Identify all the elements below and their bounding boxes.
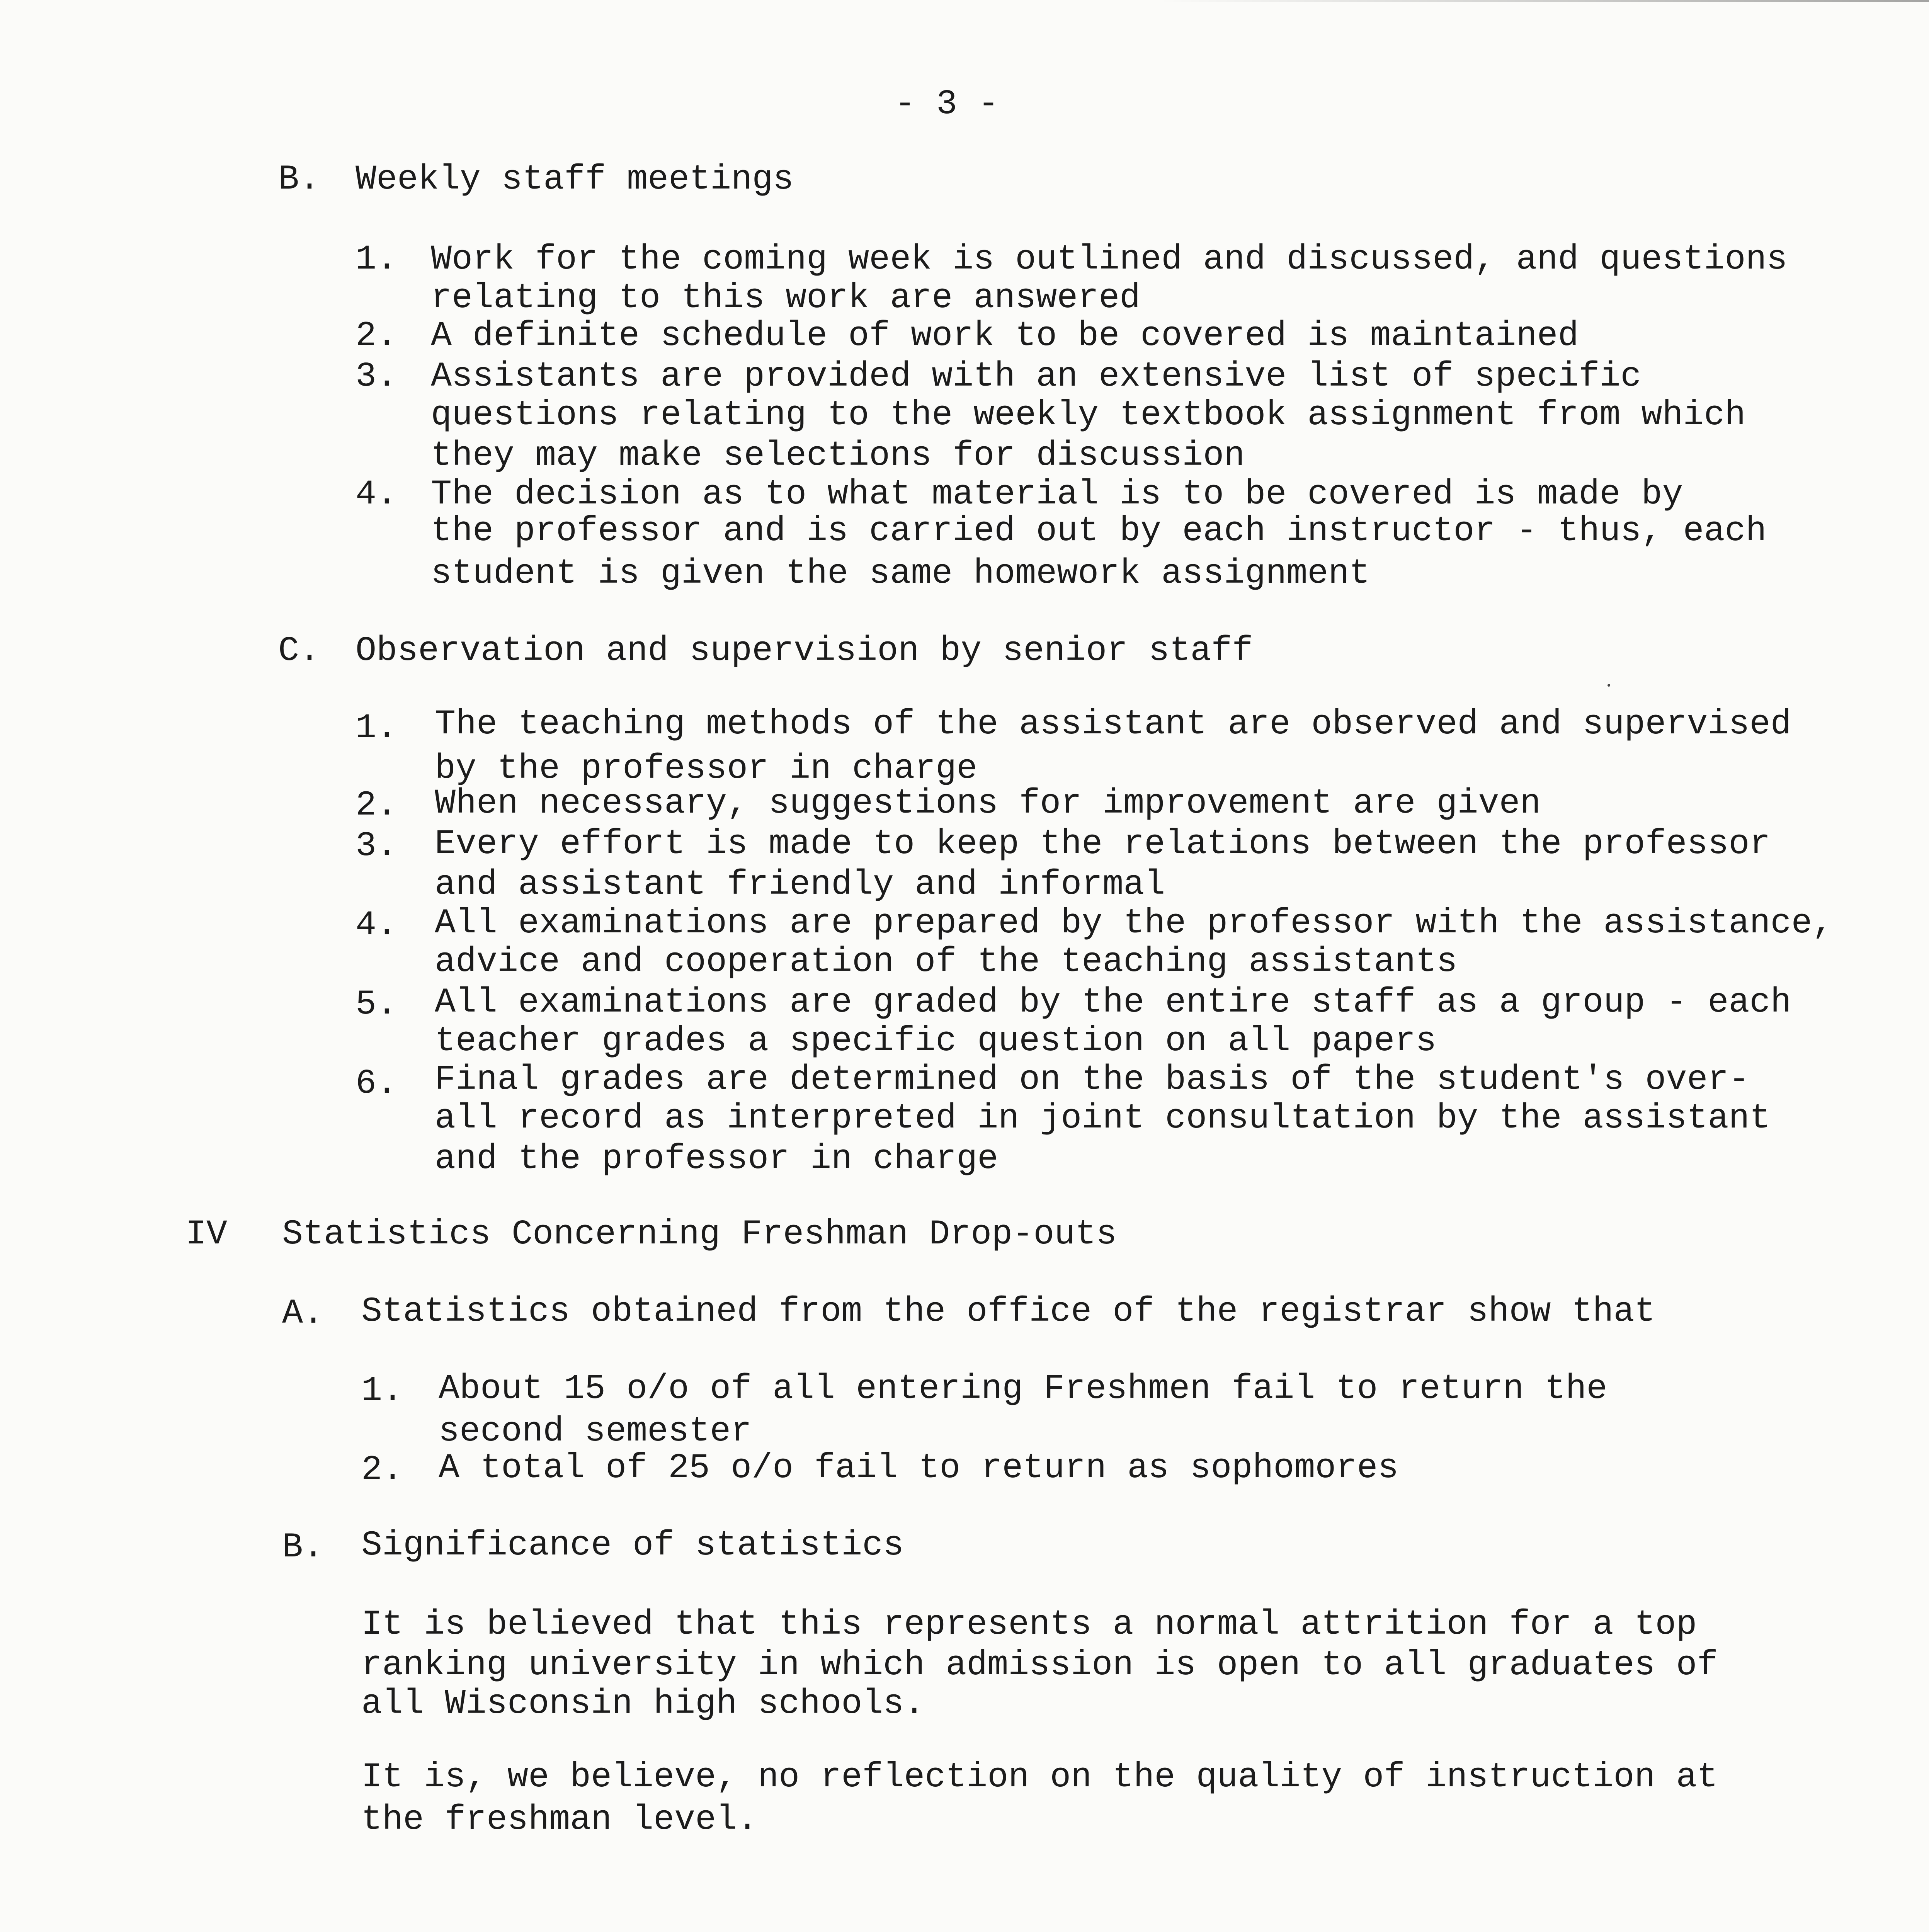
b-item-1-line-1: Work for the coming week is outlined and discussed, and questions <box>431 240 1788 279</box>
scan-speck <box>1608 684 1610 687</box>
scan-top-edge <box>1159 0 1929 2</box>
iv-a-item-1-line-1: About 15 o/o of all entering Freshmen fail to return the <box>439 1369 1608 1409</box>
iv-b-paragraph-2-line-2: the freshman level. <box>361 1800 758 1840</box>
iv-b-paragraph-2-line-1: It is, we believe, no reflection on the quality of instruction at <box>361 1758 1718 1797</box>
page-number: - 3 - <box>895 85 999 124</box>
b-item-1-line-2: relating to this work are answered <box>431 279 1141 318</box>
iv-a-item-2-number: 2. <box>361 1451 403 1490</box>
section-b-heading: Weekly staff meetings <box>356 160 794 199</box>
c-item-3-line-2: and assistant friendly and informal <box>435 865 1165 905</box>
section-c-heading: Observation and supervision by senior staff <box>356 631 1253 671</box>
section-c-label: C. <box>278 631 320 671</box>
iv-a-item-1-number: 1. <box>361 1371 403 1411</box>
c-item-5-number: 5. <box>356 985 398 1024</box>
section-b-label: B. <box>278 160 320 199</box>
iv-b-label: B. <box>282 1528 324 1567</box>
b-item-1-number: 1. <box>356 240 398 279</box>
b-item-3-line-2: questions relating to the weekly textbook assignment from which <box>431 396 1746 435</box>
c-item-4-line-2: advice and cooperation of the teaching assistants <box>435 942 1458 982</box>
b-item-3-line-3: they may make selections for discussion <box>431 436 1245 476</box>
c-item-5-line-2: teacher grades a specific question on all papers <box>435 1022 1437 1061</box>
iv-a-item-1-line-2: second semester <box>439 1412 752 1451</box>
c-item-5-line-1: All examinations are graded by the entire staff as a group - each <box>435 983 1791 1022</box>
c-item-2-number: 2. <box>356 786 398 825</box>
c-item-2-line-1: When necessary, suggestions for improvement are given <box>435 784 1541 823</box>
c-item-6-line-3: and the professor in charge <box>435 1139 999 1179</box>
iv-b-paragraph-1-line-1: It is believed that this represents a normal attrition for a top <box>361 1605 1697 1645</box>
c-item-3-line-1: Every effort is made to keep the relations between the professor <box>435 825 1771 864</box>
c-item-1-number: 1. <box>356 709 398 748</box>
iv-b-paragraph-1-line-3: all Wisconsin high schools. <box>361 1684 925 1724</box>
c-item-6-line-1: Final grades are determined on the basis of the student's over- <box>435 1060 1750 1100</box>
c-item-1-line-1: The teaching methods of the assistant are observed and supervised <box>435 705 1791 744</box>
section-iv-label: IV <box>185 1215 228 1254</box>
iv-a-heading: Statistics obtained from the office of the registrar show that <box>361 1292 1655 1332</box>
c-item-6-number: 6. <box>356 1064 398 1104</box>
c-item-1-line-2: by the professor in charge <box>435 749 978 789</box>
b-item-4-line-2: the professor and is carried out by each instructor - thus, each <box>431 512 1767 551</box>
c-item-4-line-1: All examinations are prepared by the professor with the assistance, <box>435 904 1833 943</box>
b-item-2-line-1: A definite schedule of work to be covered is maintained <box>431 316 1579 356</box>
iv-b-paragraph-1-line-2: ranking university in which admission is open to all graduates of <box>361 1646 1718 1685</box>
b-item-3-number: 3. <box>356 357 398 396</box>
b-item-4-line-1: The decision as to what material is to be covered is made by <box>431 475 1683 514</box>
c-item-3-number: 3. <box>356 827 398 866</box>
section-iv-heading: Statistics Concerning Freshman Drop-outs <box>282 1215 1117 1254</box>
b-item-3-line-1: Assistants are provided with an extensive list of specific <box>431 357 1642 396</box>
b-item-4-line-3: student is given the same homework assignment <box>431 554 1370 594</box>
iv-a-label: A. <box>282 1294 324 1333</box>
iv-a-item-2-line-1: A total of 25 o/o fail to return as sophomores <box>439 1449 1399 1488</box>
b-item-4-number: 4. <box>356 475 398 514</box>
iv-b-heading: Significance of statistics <box>361 1526 904 1565</box>
b-item-2-number: 2. <box>356 316 398 356</box>
c-item-6-line-2: all record as interpreted in joint consultation by the assistant <box>435 1099 1771 1138</box>
c-item-4-number: 4. <box>356 906 398 945</box>
